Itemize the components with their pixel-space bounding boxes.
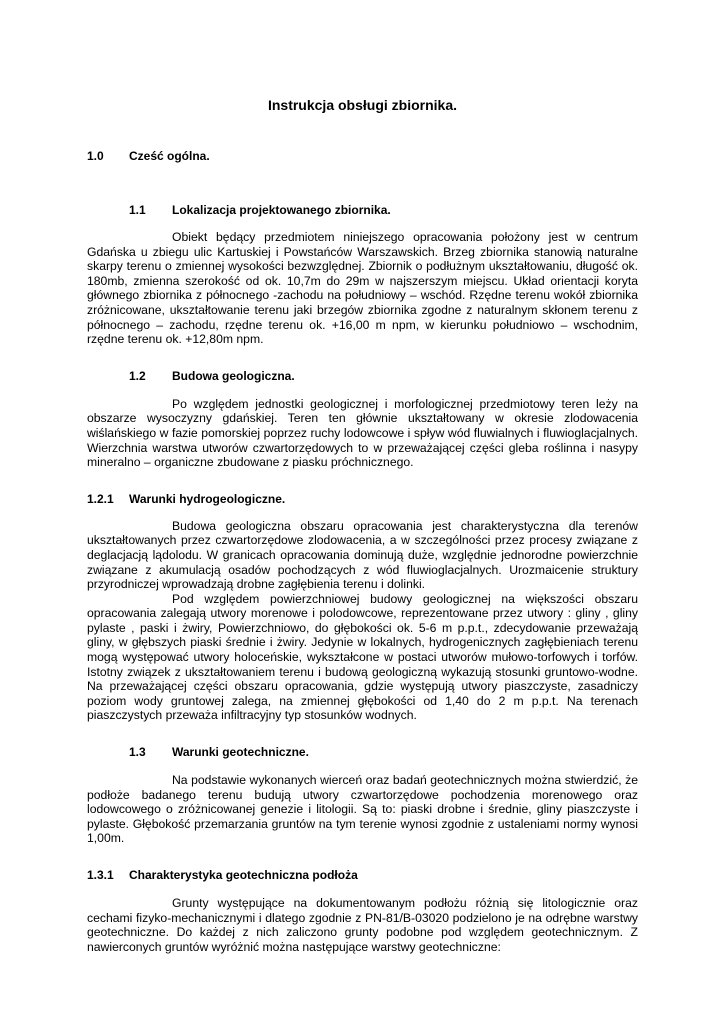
section-heading-1-3: [87, 745, 638, 759]
section-heading-1-0: [87, 149, 638, 163]
section-heading-1-3-1: [87, 868, 638, 882]
section-number: 1.2.1: [87, 491, 114, 506]
paragraph: Budowa geologiczna obszaru opracowania jest charakterystyczna dla terenów ukształtowanych przez czwartorzędowe zlodowacenia, a w szczególności przez procesy związane z deglacjacją lądolodu. W granicach opracowania dominują duże, względnie jednorodne powierzchnie związane z akumulacją osadów pochodzących z wód fluwioglacjalnych. Urozmaicenie struktury przyrodniczej wprowadzają drobne zagłębienia terenu i dolinki.: [87, 518, 638, 592]
section-title: Charakterystyka geotechniczna podłoża: [129, 868, 358, 882]
paragraph: Po względem jednostki geologicznej i morfologicznej przedmiotowy teren leży na obszarze wysoczyzny gdańskiej. Teren ten głównie ukształtowany w okresie zlodowacenia wiślańskiego w fazie pomorskiej poprzez ruchy lodowcowe i spływ wód fluwialnych i fluwioglacjalnych. Wierzchnia warstwa utworów czwartorzędowych to w przeważającej części gleba roślinna i nasypy mineralno – organiczne zbudowane z piasku próchnicznego.: [87, 396, 638, 470]
section-number: 1.3: [129, 745, 146, 760]
section-number: 1.1: [129, 203, 146, 217]
section-title: Warunki hydrogeologiczne.: [129, 491, 286, 506]
section-number: 1.0: [87, 149, 104, 163]
section-number: 1.3.1: [87, 868, 114, 882]
paragraph: Grunty występujące na dokumentowanym podłożu różnią się litologicznie oraz cechami fizyko-mechanicznymi i dlatego zgodnie z PN-81/B-03020 podzielono je na odrębne warstwy geotechniczne. Do każdej z nich zaliczono grunty podobne pod względem geotechnicznym. Z nawierconych gruntów wyróżnić można następujące warstwy geotechniczne:: [87, 896, 638, 954]
section-number: 1.2: [129, 368, 146, 383]
paragraph: Obiekt będący przedmiotem niniejszego opracowania położony jest w centrum Gdańska u zbiegu ulic Kartuskiej i Powstańców Warszawskich. Brzeg zbiornika stanowią naturalne skarpy terenu o zmiennej wysokości bezwzględnej. Zbiornik o podłużnym ukształtowaniu, długość ok. 180mb, zmienna szerokość od ok. 10,7m do 29m w najszerszym miejscu. Układ orientacji koryta głównego zbiornika z północnego -zachodu na południowy – wschód. Rzędne terenu wokół zbiornika zróżnicowane, ukształtowanie terenu jaki brzegów zbiornika zgodne z naturalnym skłonem terenu z północnego – zachodu, rzędne terenu ok. +16,00 m npm, w kierunku południowo – wschodnim, rzędne terenu ok. +12,80m npm.: [87, 230, 638, 347]
section-heading-1-2: [87, 369, 638, 383]
section-title: Lokalizacja projektowanego zbiornika.: [172, 203, 391, 217]
paragraph: Na podstawie wykonanych wierceń oraz badań geotechnicznych można stwierdzić, że podłoże badanego terenu budują utwory czwartorzędowe pochodzenia morenowego oraz lodowcowego o zróżnicowanej genezie i litologii. Są to: piaski drobne i średnie, gliny piaszczyste i pylaste. Głębokość przemarzania gruntów na tym terenie wynosi zgodnie z ustaleniami normy wynosi 1,00m.: [87, 773, 638, 846]
document-title: Instrukcja obsługi zbiornika.: [267, 97, 458, 113]
paragraph: Pod względem powierzchniowej budowy geologicznej na większości obszaru opracowania zalegają utwory morenowe i polodowcowe, reprezentowane przez utwory : gliny , gliny pylaste , paski i żwiry, Powierzchniowo, do głębokości ok. 5-6 m p.p.t., zdecydowanie przeważają gliny, w głębszych piaski średnie i żwiry. Jedynie w lokalnych, hydrogenicznych zagłębieniach terenu mogą występować utwory holoceńskie, wykształcone w postaci utworów mułowo-torfowych i torfów. Istotny związek z ukształtowaniem terenu i budową geologiczną wykazują stosunki gruntowo-wodne. Na przeważającej części obszaru opracowania, gdzie występują utwory piaszczyste, zasadniczy poziom wody gruntowej zalega, na zmiennej głębokości od 1,40 do 2 m p.p.t. Na terenach piaszczystych przeważa infiltracyjny typ stosunków wodnych.: [87, 591, 638, 723]
section-title: Cześć ogólna.: [129, 149, 210, 163]
section-title: Budowa geologiczna.: [172, 368, 295, 383]
section-heading-1-1: [87, 203, 638, 217]
section-title: Warunki geotechniczne.: [172, 745, 309, 760]
section-heading-1-2-1: [87, 492, 638, 506]
